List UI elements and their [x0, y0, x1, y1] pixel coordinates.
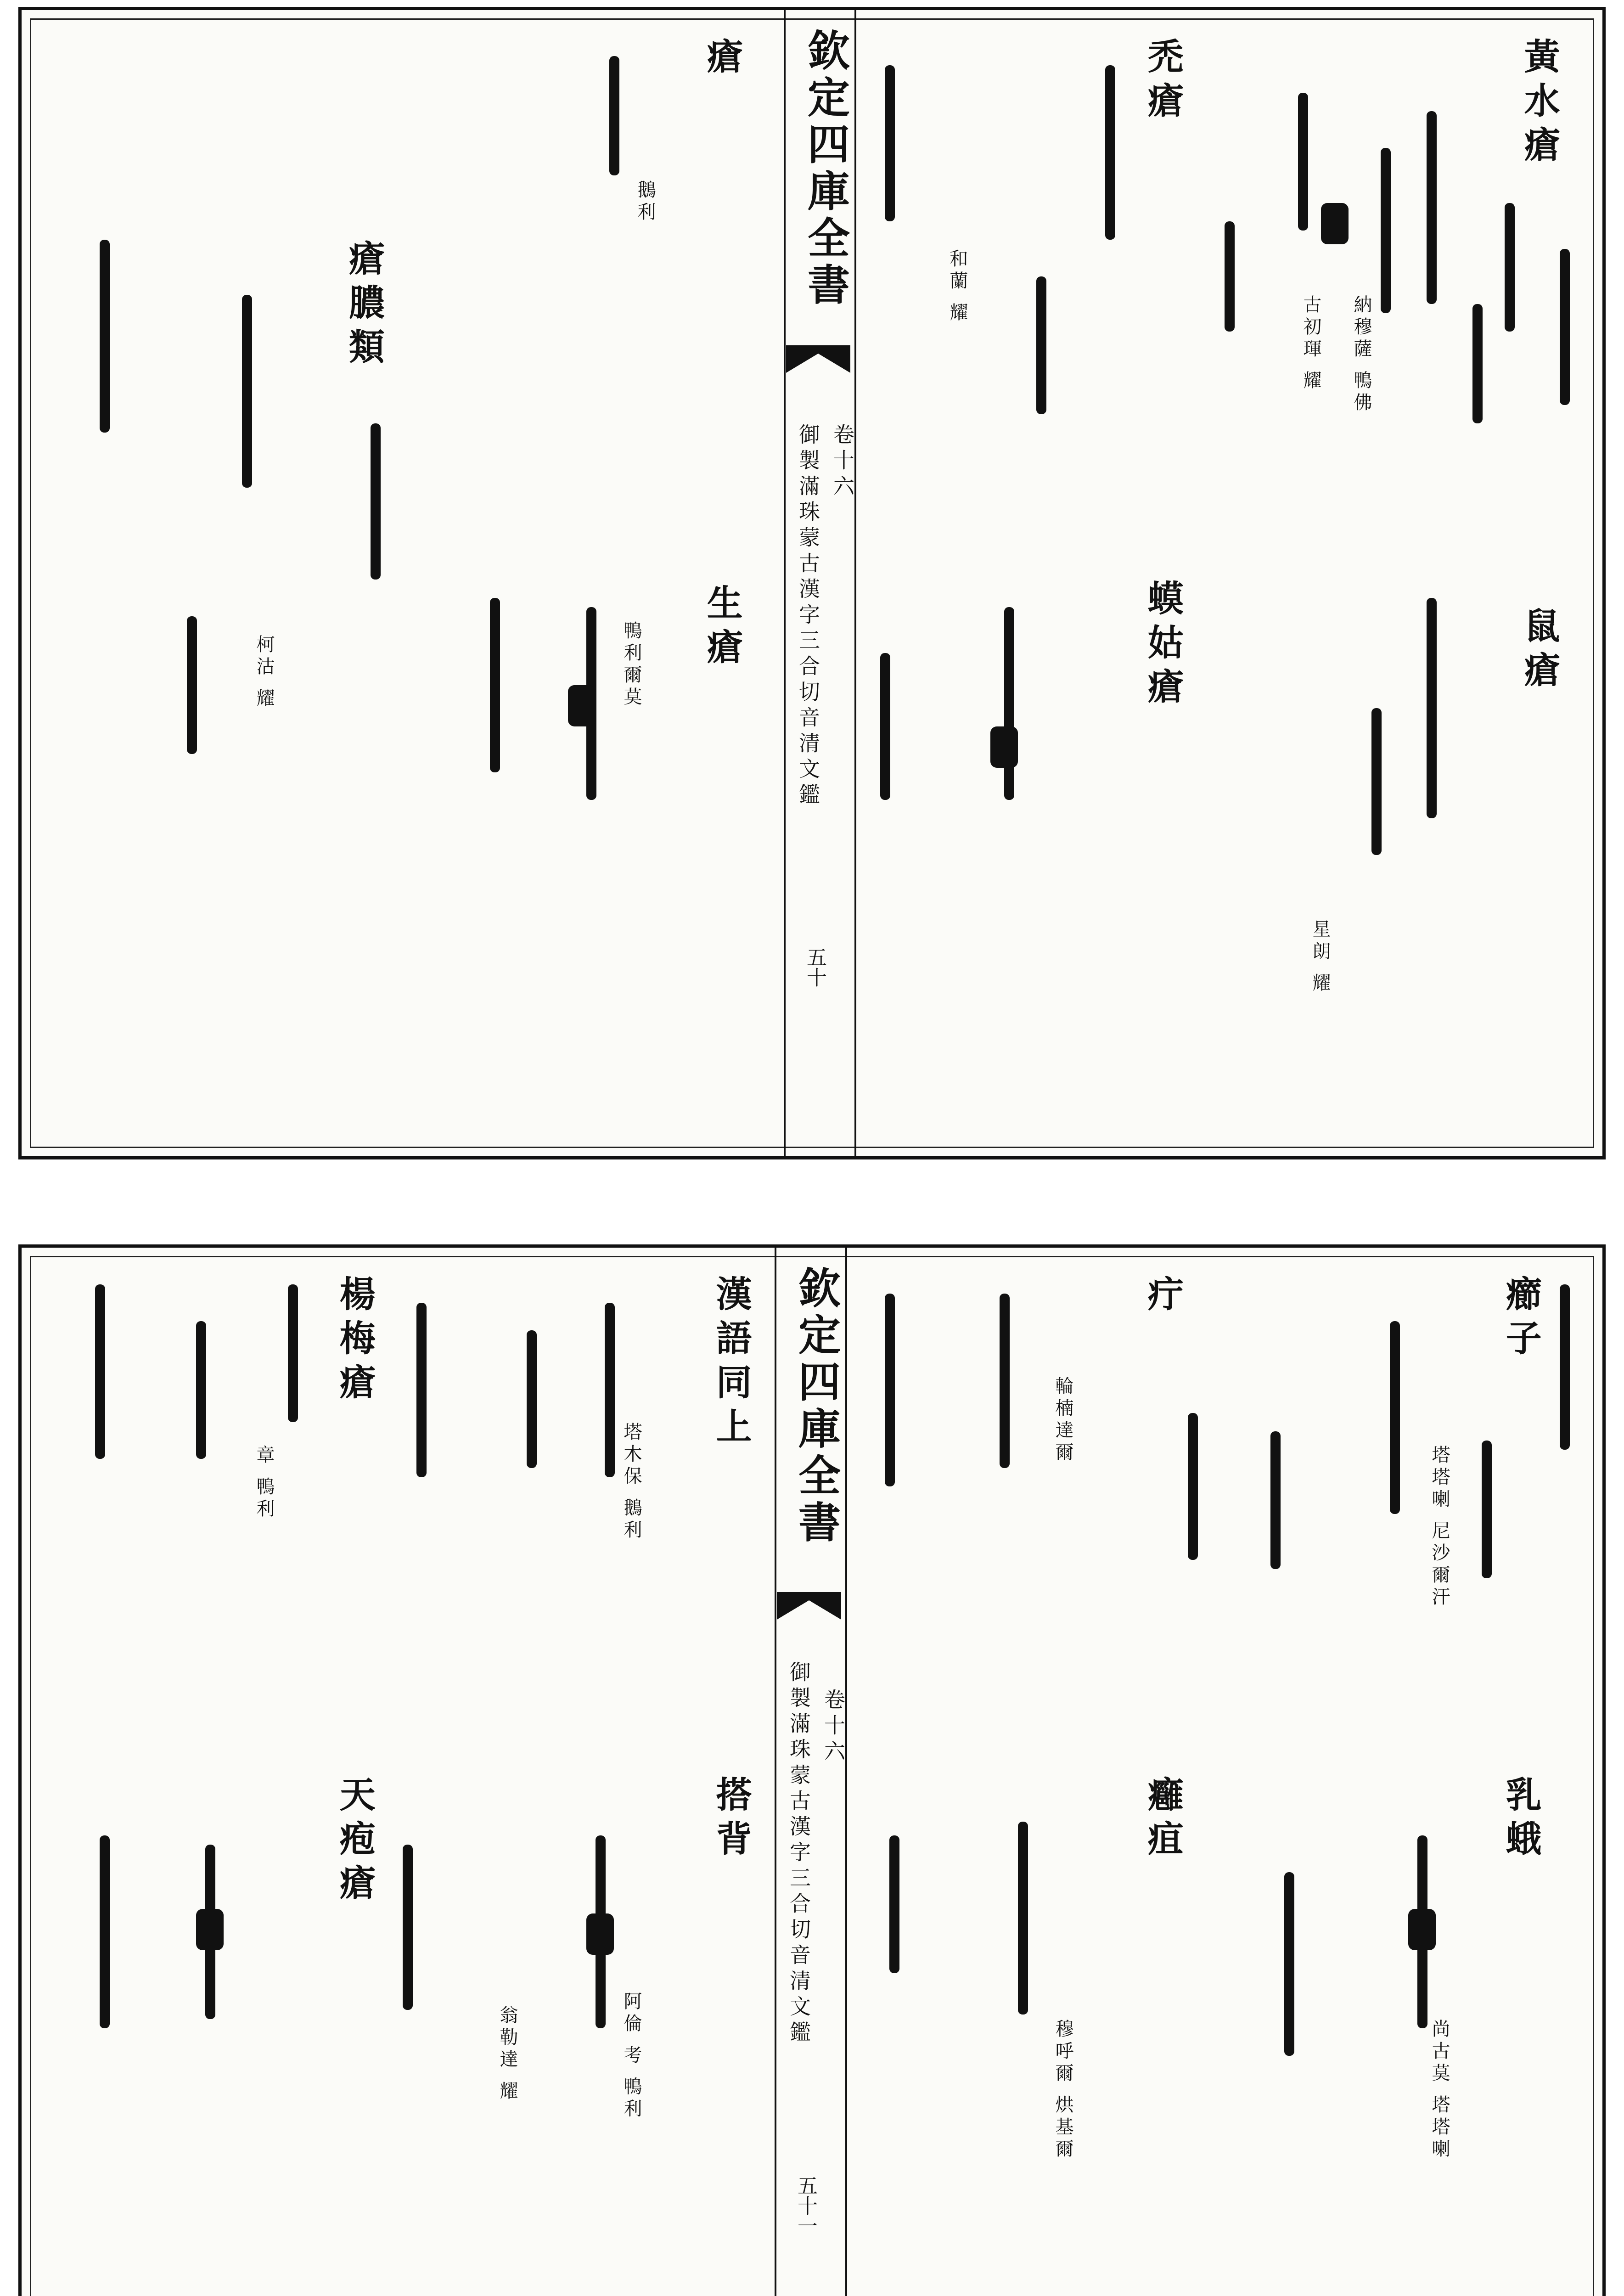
bottom-headword-3: 漢語同上	[710, 1275, 752, 1452]
script-column	[1270, 1431, 1281, 1569]
script-column	[1505, 203, 1515, 332]
script-column	[100, 1835, 110, 2028]
bottom-gloss-4: 章 鴨利	[253, 1445, 275, 1521]
top-gloss-6: 柯沽 耀	[253, 635, 275, 710]
script-column	[1284, 1872, 1294, 2056]
top-gloss-4: 鵝利	[635, 180, 656, 224]
script-column	[1036, 276, 1046, 414]
top-gloss-1: 納穆薩 鴨佛	[1351, 295, 1372, 415]
bottom-headword-7: 搭背	[710, 1776, 752, 1864]
top-center-book: 御製滿珠蒙古漢字三合切音清文鑑	[796, 423, 820, 809]
top-center-title: 欽定四庫全書	[801, 28, 850, 310]
script-column	[605, 1303, 615, 1477]
script-column	[1000, 1294, 1010, 1468]
script-column	[1482, 1441, 1492, 1578]
script-column	[196, 1321, 206, 1459]
script-column	[288, 1284, 298, 1422]
script-column	[371, 423, 381, 580]
script-mark	[568, 685, 596, 726]
bottom-center-book: 御製滿珠蒙古漢字三合切音清文鑑	[787, 1661, 811, 2047]
script-mark	[1408, 1909, 1436, 1950]
top-gloss-7: 星朗 耀	[1309, 919, 1331, 995]
script-column	[403, 1845, 413, 2010]
bottom-headword-4: 楊梅瘡	[333, 1275, 376, 1407]
script-column	[1390, 1321, 1400, 1514]
script-mark	[990, 726, 1018, 768]
script-column	[1004, 607, 1014, 800]
bottom-center-title: 欽定四庫全書	[792, 1266, 841, 1547]
top-center-page-no: 五十	[803, 947, 826, 987]
script-column	[187, 616, 197, 754]
bottom-gloss-5: 尚古莫 塔塔喇	[1429, 2019, 1450, 2161]
bottom-gloss-7: 阿倫 考 鴨利	[621, 1992, 642, 2121]
script-column	[885, 1294, 895, 1486]
script-mark	[586, 1913, 614, 1955]
bottom-center-volume: 卷十六	[821, 1688, 846, 1766]
script-mark	[196, 1909, 224, 1950]
script-column	[490, 598, 500, 772]
script-column	[527, 1330, 537, 1468]
script-column	[416, 1303, 427, 1477]
top-gloss-5: 鴨利爾莫	[621, 621, 642, 709]
script-column	[889, 1835, 899, 1973]
script-column	[1105, 65, 1115, 240]
script-column	[1472, 304, 1483, 423]
script-column	[1018, 1822, 1028, 2015]
top-center-volume: 卷十六	[830, 423, 855, 501]
script-column	[609, 56, 619, 175]
bottom-headword-1: 癤子	[1500, 1275, 1542, 1363]
script-column	[1225, 221, 1235, 332]
bottom-headword-8: 天疱瘡	[333, 1776, 376, 1908]
bottom-gloss-3: 塔木保 鵝利	[621, 1422, 642, 1542]
top-headword-2: 禿瘡	[1141, 38, 1184, 126]
top-headword-4: 瘡	[701, 38, 743, 82]
bottom-headword-5: 乳蛾	[1500, 1776, 1542, 1864]
bottom-gloss-2: 輪楠達爾	[1052, 1376, 1073, 1464]
top-headword-3: 蟆姑瘡	[1141, 580, 1184, 712]
script-column	[1560, 249, 1570, 405]
bottom-headword-2: 疔	[1141, 1275, 1184, 1319]
bottom-gloss-6: 穆呼爾 烘基爾	[1052, 2019, 1073, 2161]
top-headword-6: 瘡膿類	[343, 240, 385, 372]
bottom-page	[18, 1244, 1606, 2296]
bottom-gloss-8: 翁勒達 耀	[497, 2005, 518, 2103]
bottom-gloss-1: 塔塔喇 尼沙爾汗	[1429, 1445, 1450, 1609]
script-column	[1427, 111, 1437, 304]
script-column	[1188, 1413, 1198, 1560]
script-column	[1371, 708, 1382, 855]
top-headword-1: 黃水瘡	[1518, 38, 1560, 170]
script-column	[242, 295, 252, 488]
script-column	[885, 65, 895, 221]
script-column	[1560, 1284, 1570, 1450]
script-column	[1381, 148, 1391, 313]
bottom-headword-6: 癰疽	[1141, 1776, 1184, 1864]
script-column	[100, 240, 110, 433]
script-column	[1427, 598, 1437, 818]
script-column	[880, 653, 890, 800]
script-mark	[1321, 203, 1349, 244]
script-column	[1298, 93, 1308, 231]
top-headword-7: 鼠瘡	[1518, 607, 1560, 695]
script-column	[95, 1284, 105, 1459]
top-gloss-2: 古初琿 耀	[1300, 295, 1321, 393]
top-gloss-3: 和蘭 耀	[947, 249, 968, 325]
bottom-center-page-no: 五十一	[794, 2175, 817, 2236]
top-page	[18, 7, 1606, 1159]
top-headword-5: 生瘡	[701, 584, 743, 672]
